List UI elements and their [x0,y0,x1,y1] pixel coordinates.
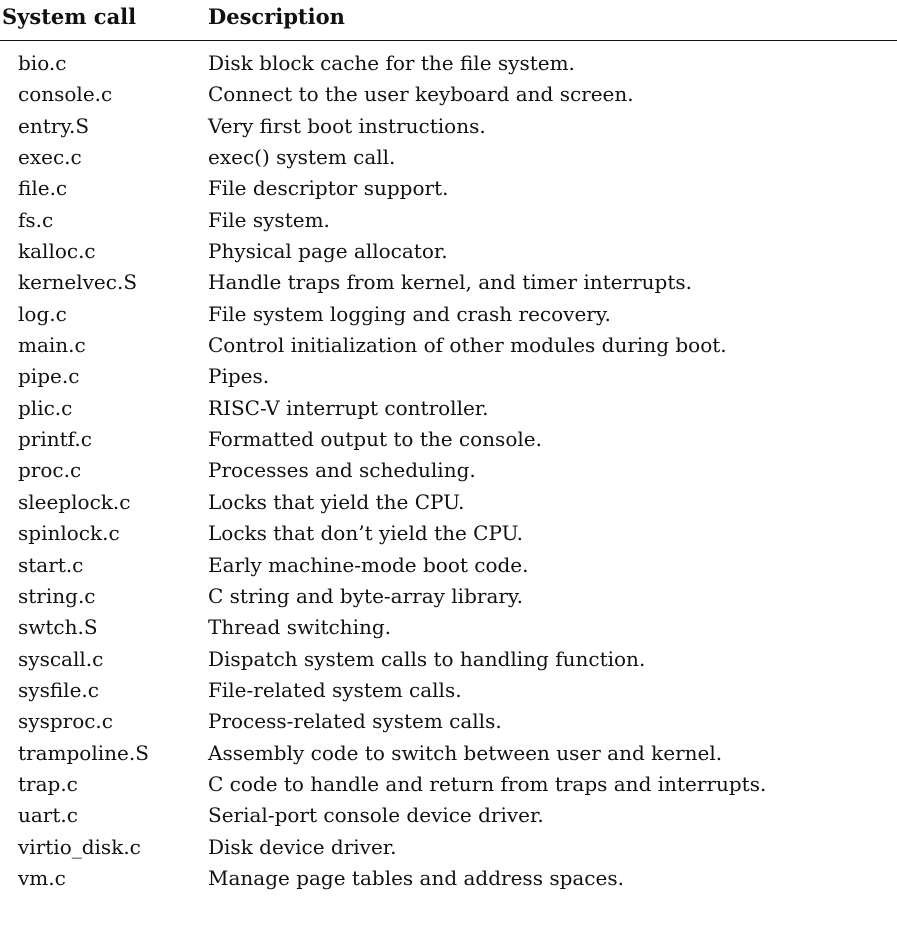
table-row [0,800,897,831]
description-cell: Process-related system calls. [208,709,502,734]
file-name-cell: start.c [18,552,84,577]
description-cell: Physical page allocator. [208,239,448,264]
column-header-description: Description [208,4,345,29]
table-row [0,550,897,581]
description-cell: Dispatch system calls to handling function. [208,646,646,671]
table-row [0,267,897,298]
description-cell: Serial-port console device driver. [208,803,544,828]
file-name-cell: console.c [18,82,113,107]
table-row [0,832,897,863]
file-name-cell: syscall.c [18,646,104,671]
description-cell: Formatted output to the console. [208,427,542,452]
file-name-cell: vm.c [18,865,66,890]
file-name-cell: proc.c [18,458,82,483]
header-divider [0,40,897,41]
description-cell: Disk block cache for the file system. [208,51,575,75]
description-cell: Disk device driver. [208,834,397,859]
table-row [0,769,897,800]
table-row [0,424,897,455]
description-cell: Locks that don’t yield the CPU. [208,521,523,546]
table-row [0,48,897,79]
column-header-system-call: System call [2,4,137,29]
table-row [0,173,897,204]
description-cell: Assembly code to switch between user and kernel. [208,740,723,765]
description-cell: File-related system calls. [208,677,462,702]
description-cell: Very first boot instructions. [208,113,486,138]
table-row [0,581,897,612]
file-name-cell: main.c [18,333,86,358]
table-row [0,518,897,549]
table-row [0,612,897,643]
file-name-cell: kernelvec.S [18,270,138,295]
table-row [0,455,897,486]
file-name-cell: kalloc.c [18,239,96,264]
file-name-cell: exec.c [18,145,82,170]
description-cell: C string and byte-array library. [208,583,523,608]
description-cell: Thread switching. [208,615,392,640]
table-row [0,393,897,424]
file-name-cell: printf.c [18,427,92,452]
table-row [0,236,897,267]
table-row [0,205,897,236]
table-body [0,48,897,894]
description-cell: Early machine-mode boot code. [208,552,529,577]
table-row [0,111,897,142]
table-row [0,142,897,173]
description-cell: RISC-V interrupt controller. [208,395,489,420]
file-name-cell: plic.c [18,395,73,420]
file-name-cell: entry.S [18,113,90,138]
description-cell: Locks that yield the CPU. [208,489,465,514]
description-cell: File descriptor support. [208,176,449,201]
file-name-cell: sysfile.c [18,677,99,702]
table-row [0,675,897,706]
file-name-cell: swtch.S [18,615,98,640]
table-header-row [0,0,897,34]
file-name-cell: string.c [18,583,96,608]
table-row [0,361,897,392]
description-cell: Control initialization of other modules during boot. [208,333,727,358]
file-name-cell: pipe.c [18,364,80,389]
file-name-cell: sysproc.c [18,709,113,734]
file-name-cell: virtio_disk.c [18,834,141,859]
file-name-cell: fs.c [18,207,54,232]
table-row [0,644,897,675]
file-name-cell: uart.c [18,803,78,828]
description-cell: exec() system call. [208,145,396,170]
description-cell: Handle traps from kernel, and timer interrupts. [208,270,692,295]
table-row [0,299,897,330]
table-row [0,487,897,518]
file-name-cell: sleeplock.c [18,489,131,514]
file-name-cell: trampoline.S [18,740,149,765]
file-name-cell: trap.c [18,771,78,796]
description-cell: File system logging and crash recovery. [208,301,611,326]
description-cell: Pipes. [208,364,270,389]
description-cell: Manage page tables and address spaces. [208,865,624,890]
table-row [0,79,897,110]
file-name-cell: file.c [18,176,68,201]
table-row [0,738,897,769]
table-row [0,706,897,737]
file-name-cell: log.c [18,301,67,326]
description-cell: Connect to the user keyboard and screen. [208,82,634,107]
description-cell: Processes and scheduling. [208,458,476,483]
table-row [0,330,897,361]
table-row [0,863,897,894]
file-name-cell: bio.c [18,51,67,75]
description-cell: File system. [208,207,330,232]
description-cell: C code to handle and return from traps and interrupts. [208,771,767,796]
file-name-cell: spinlock.c [18,521,120,546]
